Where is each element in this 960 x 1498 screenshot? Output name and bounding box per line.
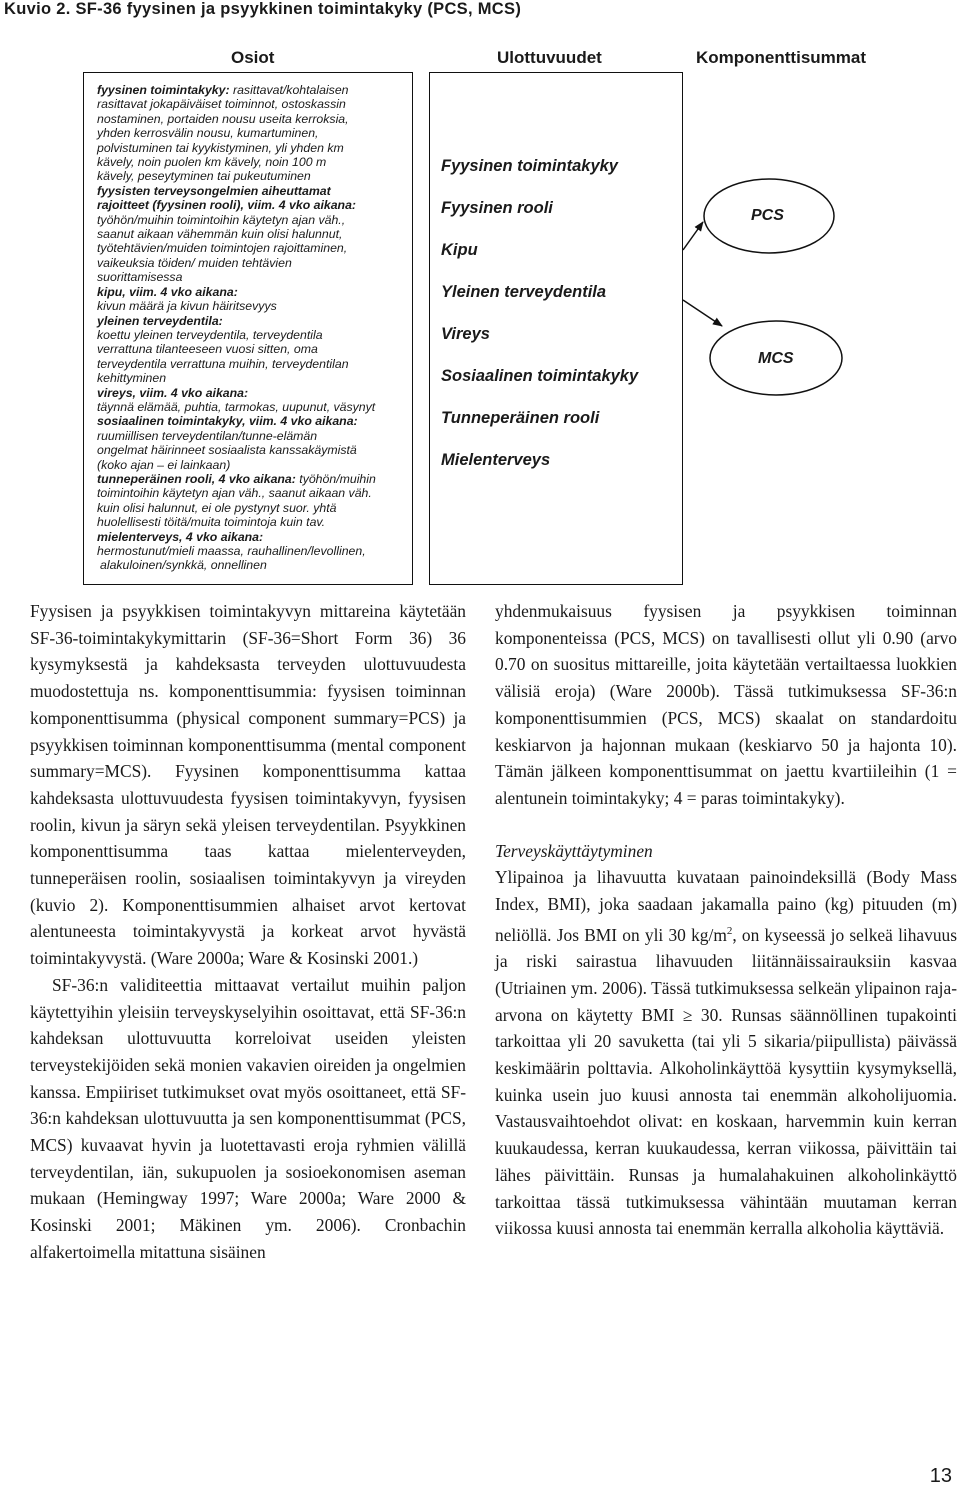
dimension-fyysinen-rooli: Fyysinen rooli — [441, 199, 553, 217]
dimension-tunneperainen-rooli: Tunneperäinen rooli — [441, 409, 600, 427]
dimension-yleinen-terveydentila: Yleinen terveydentila — [441, 283, 607, 301]
osiot-line: huolellisesti töitä/muita toimintoja kuin tav. — [97, 515, 326, 530]
dimension-mielenterveys: Mielenterveys — [441, 451, 551, 469]
osiot-line: ongelmat häirinneet sosiaalista kanssakäymistä — [97, 443, 357, 458]
osiot-line: vaikeuksia töiden/ muiden tehtävien — [97, 255, 292, 270]
header-ulottuvuudet: Ulottuvuudet — [497, 48, 602, 67]
paragraph: yhdenmukaisuus fyysisen ja psyykkisen toiminnan komponenteissa (PCS, MCS) on tavallisesti ollut yli 0.90 (arvo 0.70 on suositus mittareille, joita käytetään vertailtaessa luokkien välisiä eroja) (Ware 2000b). Tässä tutkimuksessa SF-36:n komponenttisummien (PCS, MCS) skaalat on standardoitu keskiarvon ja hajonnan mukaan (keskiarvo 50 ja hajonta 10). Tämän jälkeen komponenttisummat on jaettu kvartiileihin (1 = alentunein toimintakyky; 4 = paras toimintakyky). — [495, 601, 957, 808]
text-column-right — [495, 598, 957, 1242]
mcs-label: MCS — [758, 350, 794, 367]
osiot-line: mielenterveys, 4 vko aikana: — [97, 529, 264, 544]
osiot-line: kävely, noin puolen km kävely, noin 100 m — [97, 155, 327, 170]
dimension-kipu: Kipu — [441, 241, 478, 259]
osiot-line: työtehtävien/muiden toimintojen rajoittaminen, — [97, 241, 348, 256]
pcs-label: PCS — [751, 207, 784, 224]
arrow-to-pcs — [683, 222, 703, 250]
osiot-line: tunneperäinen rooli, 4 vko aikana: työhön/muihin — [97, 471, 376, 486]
dimension-sosiaalinen-toimintakyky: Sosiaalinen toimintakyky — [441, 367, 639, 385]
osiot-line: terveydentila verrattuna muihin, terveydentilan — [97, 356, 349, 371]
paragraph: SF-36:n validiteettia mittaavat vertailut muihin paljon käytettyihin yleisiin terveyskyselyihin osoittavat, että SF-36:n kahdeksan ulottuvuutta korreloivat useiden yleisten terveystekijöiden sekä monien vakavien oireiden ja ongelmien kanssa. Empiiriset tutkimukset ovat myös osoittaneet, että SF-36:n kahdeksan ulottuvuutta ja sen komponenttisummat (PCS, MCS) kuvaavat hyvin ja luotettavasti eroja ryhmien välillä terveydentilan, iän, sukupuolen ja sosioekonomisen aseman mukaan (Hemingway 1997; Ware 2000a; Ware 2000 & Kosinski 2001; Mäkinen ym. 2006). Cronbachin alfakertoimella mitattuna sisäinen — [30, 974, 466, 1262]
dimension-fyysinen-toimintakyky: Fyysinen toimintakyky — [441, 157, 618, 175]
osiot-line: rasittavat jokapäiväiset toiminnot, ostoskassin — [97, 97, 346, 112]
osiot-line: yleinen terveydentila: — [97, 313, 223, 328]
osiot-line: työhön/muihin toimintoihin käytetyn ajan väh., — [97, 212, 346, 227]
osiot-line: täynnä elämää, puhtia, tarmokas, uupunut, väsynyt — [97, 399, 376, 414]
section-subheading: Terveyskäyttäytyminen — [495, 840, 653, 861]
text-column-left — [30, 598, 466, 1266]
figure-caption: Kuvio 2. SF-36 fyysinen ja psyykkinen toimintakyky (PCS, MCS) — [4, 0, 522, 18]
osiot-line: kipu, viim. 4 vko aikana: — [97, 284, 238, 299]
osiot-line: fyysisten terveysongelmien aiheuttamat — [97, 183, 331, 198]
osiot-line: kävely, peseytyminen tai pukeutuminen — [97, 169, 311, 184]
header-komponenttisummat: Komponenttisummat — [696, 48, 866, 67]
osiot-line: polvistuminen tai kyykistyminen, yli yhden km — [97, 140, 344, 155]
paragraph: Fyysisen ja psyykkisen toimintakyvyn mittareina käytetään SF-36-toimintakykymittarin (SF-36=Short Form 36) 36 kysymyksestä ja kahdeksasta terveyden ulottuvuudesta muodostettuja ns. komponenttisummia: fyysisen toiminnan komponenttisumma (physical component summary=PCS) ja psyykkisen toiminnan komponenttisumma (mental component summary=MCS). Fyysinen komponenttisumma kattaa kahdeksasta ulottuvuudesta fyysisen toimintakyvyn, fyysisen roolin, kivun ja säryn sekä yleisen terveydentilan. Psyykkinen komponenttisumma taas kattaa mielenterveyden, tunneperäisen roolin, sosiaalisen toimintakyvyn ja vireyden (kuvio 2). Komponenttisummien alhaiset arvot kertovat alentuneesta toimintakyvystä ja korkeat arvot hyvästä toimintakyvystä. (Ware 2000a; Ware & Kosinski 2001.) — [30, 601, 466, 969]
osiot-line: alakuloinen/synkkä, onnellinen — [100, 558, 267, 573]
osiot-line: kivun määrä ja kivun häiritsevyys — [97, 299, 277, 314]
page-number: 13 — [929, 1465, 952, 1487]
osiot-line: sosiaalinen toimintakyky, viim. 4 vko aikana: — [97, 414, 358, 429]
paragraph: Ylipainoa ja lihavuutta kuvataan painoindeksillä (Body Mass Index, BMI), joka saadaan jakamalla paino (kg) pituuden (m) neliöllä. Jos BMI on yli 30 $kg/m^2$, on kyseessä jo selkeä lihavuus ja riski sairastua lihavuuden liitännäissairauksiin kasvaa (Utriainen ym. 2006). Tässä tutkimuksessa selkeän ylipainon raja-arvona on käytetty BMI ≥ 30. Runsas säännöllinen tupakointi tarkoittaa yli 20 savuketta (tai yli 5 sikaria/piipullista) päivässä keskimäärin polttavia. Alkoholinkäyttöä kysyttiin kysymyksellä, kuinka usein juo kuusi annosta tai enemmän alkoholijuomia. Vastausvaihtoehdot olivat: en koskaan, harvemmin kuin kerran kuukaudessa, kerran kuukaudessa, kerran viikossa, päivittäin tai lähes päivittäin. Runsas ja humalahakuinen alkoholinkäyttö tarkoittaa tässä tutkimuksessa vähintään muutaman kerran viikossa kuusi annosta tai enemmän kerralla alkoholia käyttäviä. — [495, 867, 957, 1239]
osiot-line: verrattuna tilanteeseen vuosi sitten, oma — [97, 342, 318, 357]
osiot-line: koettu yleinen terveydentila, terveydentila — [97, 327, 323, 342]
osiot-line: saanut aikaan vähemmän kuin olisi halunnut, — [97, 227, 343, 242]
dimension-vireys: Vireys — [441, 325, 490, 343]
osiot-line: hermostunut/mieli maassa, rauhallinen/levollinen, — [97, 544, 366, 558]
arrow-to-mcs — [683, 300, 722, 326]
osiot-line: rajoitteet (fyysinen rooli), viim. 4 vko aikana: — [97, 198, 356, 213]
osiot-line: vireys, viim. 4 vko aikana: — [97, 385, 249, 400]
osiot-line: ruumiillisen terveydentilan/tunne-elämän — [97, 428, 318, 443]
osiot-line: nostaminen, portaiden nousu useita kerroksia, — [97, 111, 349, 126]
osiot-line: fyysinen toimintakyky: rasittavat/kohtalaisen — [97, 83, 349, 97]
header-osiot: Osiot — [231, 48, 275, 67]
osiot-line: kuin olisi halunnut, ei ole pystynyt suor. yhtä — [97, 500, 337, 515]
osiot-line: toimintoihin käytetyn ajan väh., saanut aikaan väh. — [97, 486, 372, 501]
diagram-connectors — [0, 0, 960, 600]
osiot-line: (koko ajan – ei lainkaan) — [97, 457, 231, 472]
osiot-line: yhden kerrosvälin nousu, kumartuminen, — [97, 126, 319, 141]
osiot-line: suorittamisessa — [97, 270, 183, 285]
osiot-line: kehittyminen — [97, 371, 167, 386]
